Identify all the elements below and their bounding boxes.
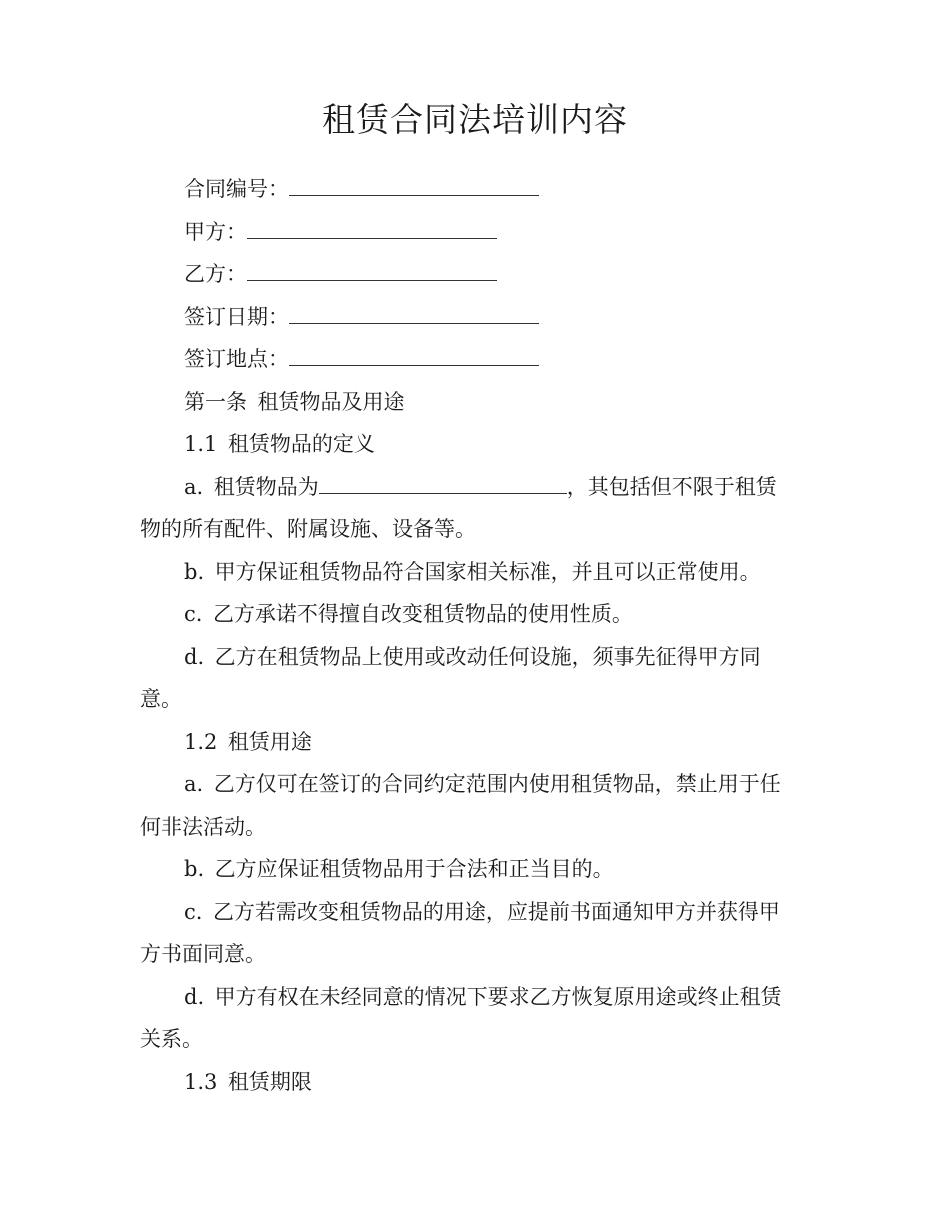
clause-1-1-b: b. 甲方保证租赁物品符合国家相关标准，并且可以正常使用。	[184, 559, 761, 584]
sign-place-blank	[289, 343, 539, 366]
clause-1-2-c: c. 乙方若需改变租赁物品的用途，应提前书面通知甲方并获得甲	[184, 899, 780, 924]
field-sign-place	[140, 338, 808, 381]
clause-1-2-a-cont: 何非法活动。	[140, 814, 266, 839]
field-contract-number	[140, 168, 808, 211]
field-label: 签订地点：	[184, 347, 289, 371]
field-sign-date	[140, 296, 808, 339]
document-title: 租赁合同法培训内容	[322, 100, 628, 139]
document-body	[140, 168, 808, 1103]
field-label: 合同编号：	[184, 177, 289, 201]
field-label: 签订日期：	[184, 304, 289, 329]
section-1-3-heading: 1.3 租赁期限	[184, 1069, 312, 1094]
party-b-blank	[247, 258, 497, 281]
field-label: 乙方：	[184, 262, 247, 286]
clause-1-2-b: b. 乙方应保证租赁物品用于合法和正当目的。	[184, 857, 614, 881]
field-party-b	[140, 253, 808, 296]
clause-1-1-d-cont: 意。	[140, 687, 182, 711]
clause-1-2-c-cont: 方书面同意。	[140, 942, 266, 966]
field-label: 甲方：	[184, 219, 247, 244]
sign-date-blank	[289, 300, 539, 323]
clause-1-2-d-cont: 关系。	[140, 1027, 203, 1051]
rental-item-blank	[319, 470, 567, 493]
clause-1-2-a: a. 乙方仅可在签订的合同约定范围内使用租赁物品，禁止用于任	[184, 772, 781, 796]
field-party-a	[140, 211, 808, 254]
clause-1-1-d: d. 乙方在租赁物品上使用或改动任何设施，须事先征得甲方同	[184, 644, 761, 669]
article-1-heading: 第一条 租赁物品及用途	[184, 389, 405, 414]
party-a-blank	[247, 215, 497, 238]
section-1-1-heading: 1.1 租赁物品的定义	[184, 432, 375, 456]
clause-1-1-c: c. 乙方承诺不得擅自改变租赁物品的使用性质。	[184, 602, 633, 626]
contract-number-blank	[289, 173, 539, 196]
clause-1-2-d: d. 甲方有权在未经同意的情况下要求乙方恢复原用途或终止租赁	[184, 984, 782, 1009]
clause-1-1-a-cont: 物的所有配件、附属设施、设备等。	[140, 517, 476, 541]
clause-1-1-a: a. 租赁物品为 ，其包括但不限于租赁	[140, 466, 808, 509]
section-1-2-heading: 1.2 租赁用途	[184, 729, 312, 754]
